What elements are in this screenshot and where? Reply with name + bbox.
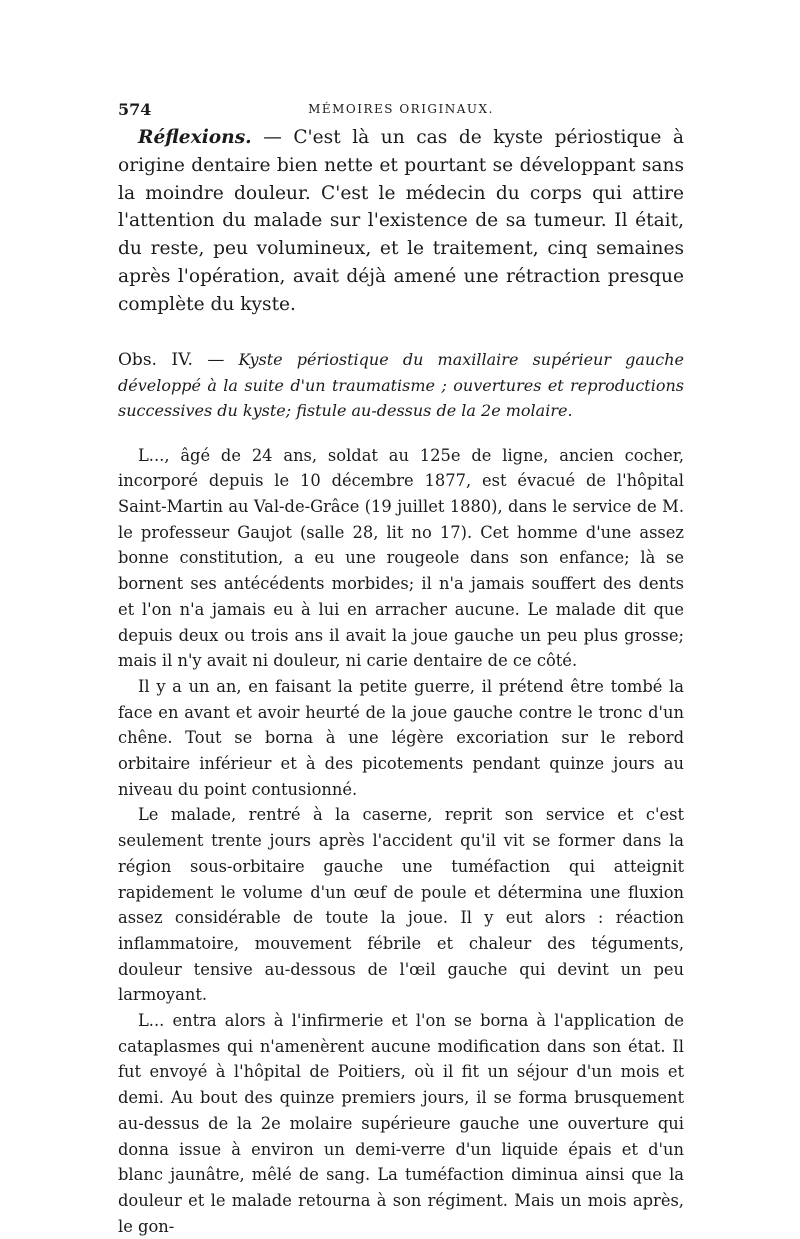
reflexions-paragraph [118,124,684,319]
body-paragraph: Il y a un an, en faisant la petite guerre, il prétend être tombé la face en avant et avoir heurté de la joue gauche contre le tronc d'un chêne. Tout se borna à une légère excoriation sur le rebord orbitaire inférieur et à des picotements pendant quinze jours au niveau du point contusionné. [118,676,684,799]
body-paragraph: L..., âgé de 24 ans, soldat au 125e de ligne, ancien cocher, incorporé depuis le 10 décembre 1877, est évacué de l'hôpital Saint-Martin au Val-de-Grâce (19 juillet 1880), dans le service de M. le professeur Gaujot (salle 28, lit no 17). Cet homme d'une assez bonne constitution, a eu une rougeole dans son enfance; là se bornent ses antécédents morbides; il n'a jamais souffert des dents et l'on n'a jamais eu à lui en arracher aucune. Le malade dit que depuis deux ou trois ans il avait la joue gauche un peu plus grosse; mais il n'y avait ni douleur, ni carie dentaire de ce côté. [118,445,684,671]
book-page [118,100,684,1239]
body-paragraph: L... entra alors à l'infirmerie et l'on se borna à l'application de cataplasmes qui n'amenèrent aucune modification dans son état. Il fut envoyé à l'hôpital de Poitiers, où il fit un séjour d'un mois et demi. Au bout des quinze premiers jours, il se forma brusquement au-dessus de la 2e molaire supérieure gauche une ouverture qui donna issue à environ un demi-verre d'un liquide épais et d'un blanc jaunâtre, mêlé de sang. La tuméfaction diminua ainsi que la douleur et le malade retourna à son régiment. Mais un mois après, le gon- [118,1011,684,1236]
page-header [118,100,684,124]
running-title: MÉMOIRES ORIGINAUX. [308,102,494,116]
page-number: 574 [118,100,152,119]
body-paragraph: Le malade, rentré à la caserne, reprit son service et c'est seulement trente jours après l'accident qu'il vit se former dans la région sous-orbitaire gauche une tuméfaction qui atteignit rapidement le volume d'un œuf de poule et détermina une fluxion assez considérable de toute la joue. Il y eut alors : réaction inflammatoire, mouvement fébrile et chaleur des téguments, douleur tensive au-dessous de l'œil gauche qui devint un peu larmoyant. [118,805,684,1005]
observation-heading [118,347,684,423]
reflexions-text: — C'est là un cas de kyste périostique à origine dentaire bien nette et pourtant se développant sans la moindre douleur. C'est le médecin du corps qui attire l'attention du malade sur l'existence de sa tumeur. Il était, du reste, peu volumineux, et le traitement, cinq semaines après l'opération, avait déjà amené une rétraction presque complète du kyste. [118,127,684,315]
reflexions-lead: Réflexions. [138,127,252,148]
observation-label: Obs. IV. — [118,349,225,370]
observation-title: Kyste périostique du maxillaire supérieur gauche développé à la suite d'un traumatisme ; ouvertures et reproductions successives du kyste; fistule au-dessus de la 2e molaire. [118,349,684,420]
